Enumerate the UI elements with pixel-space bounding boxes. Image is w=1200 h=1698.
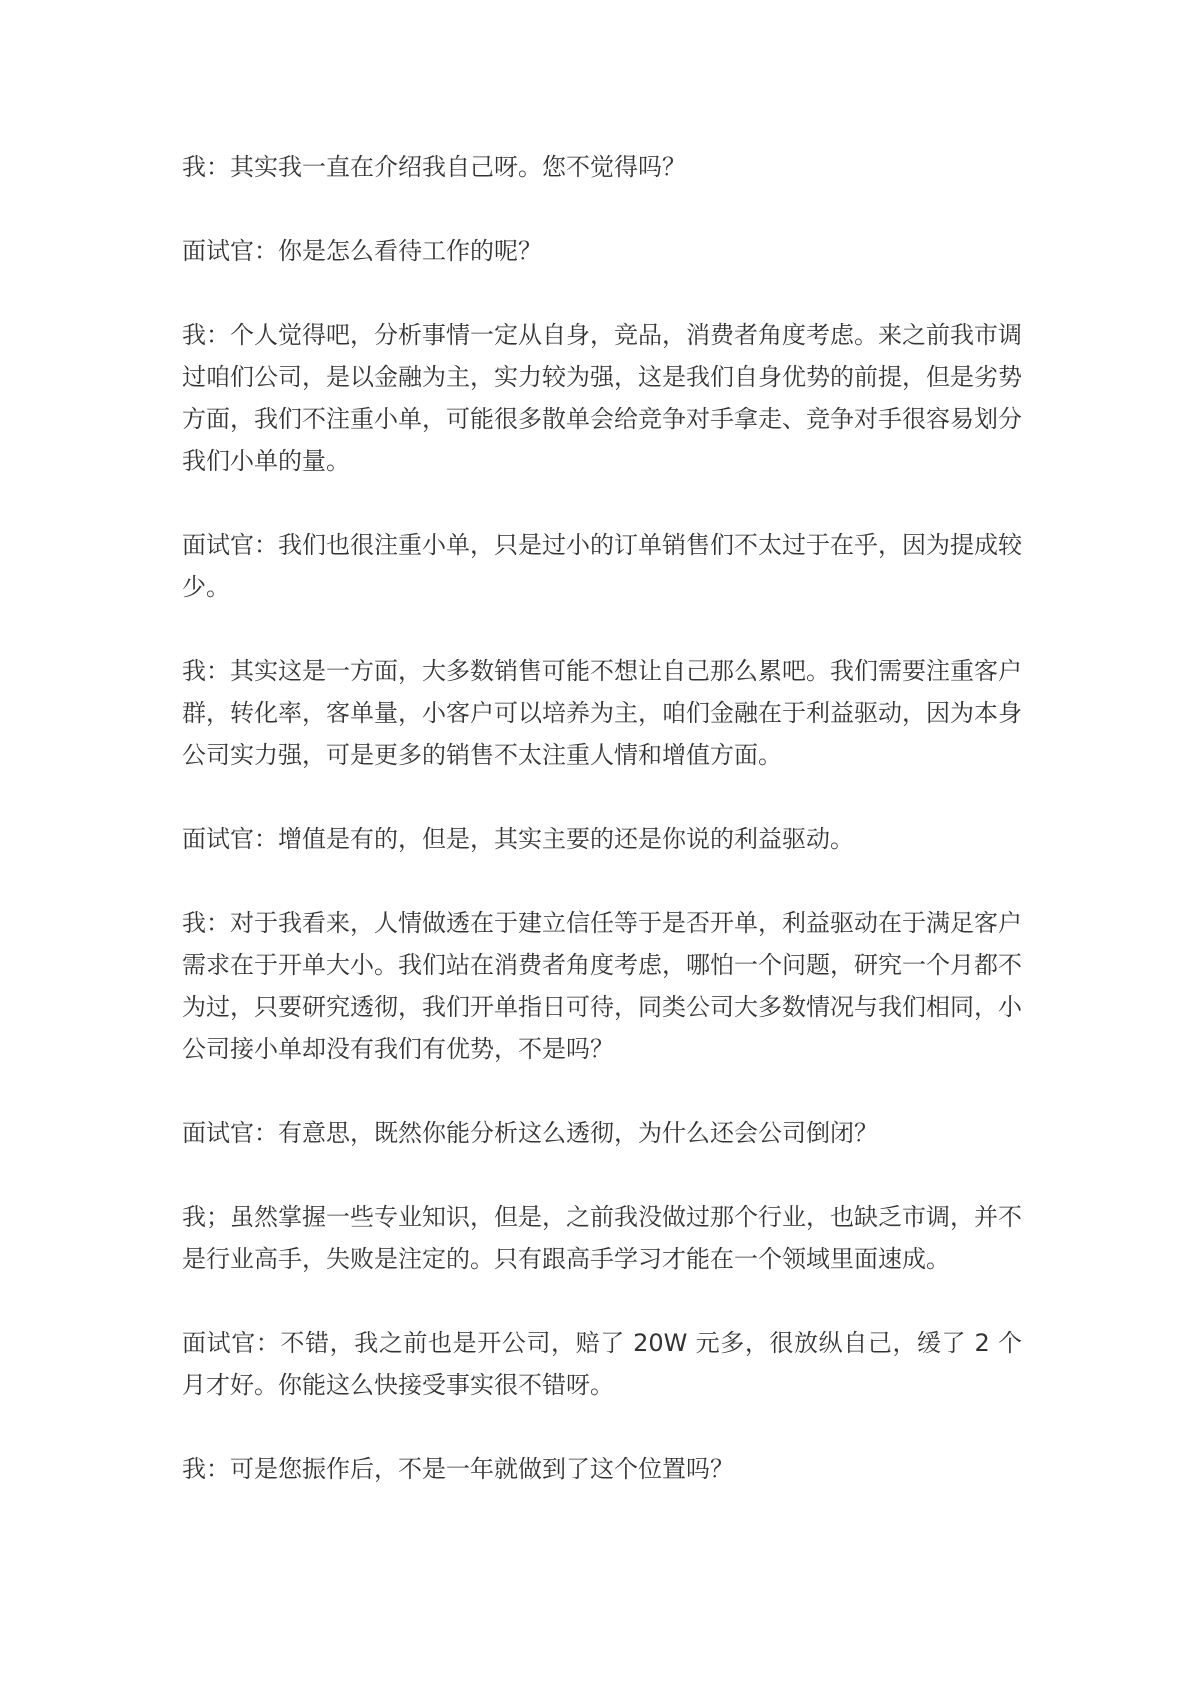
dialogue-body [182, 146, 1022, 1532]
dialogue-paragraph-7: 我：对于我看来，人情做透在于建立信任等于是否开单，利益驱动在于满足客户需求在于开单大小。我们站在消费者角度考虑，哪怕一个问题，研究一个月都不为过，只要研究透彻，我们开单指日可待，同类公司大多数情况与我们相同，小公司接小单却没有我们有优势，不是吗？ [182, 909, 1022, 1063]
dialogue-paragraph-4: 面试官：我们也很注重小单，只是过小的订单销售们不太过于在乎，因为提成较少。 [182, 531, 1022, 601]
dialogue-paragraph-9: 我；虽然掌握一些专业知识，但是，之前我没做过那个行业，也缺乏市调，并不是行业高手，失败是注定的。只有跟高手学习才能在一个领域里面速成。 [182, 1203, 1022, 1273]
dialogue-paragraph-8: 面试官：有意思，既然你能分析这么透彻，为什么还会公司倒闭？ [182, 1119, 878, 1147]
dialogue-paragraph-5: 我：其实这是一方面，大多数销售可能不想让自己那么累吧。我们需要注重客户群，转化率，客单量，小客户可以培养为主，咱们金融在于利益驱动，因为本身公司实力强，可是更多的销售不太注重人情和增值方面。 [182, 657, 1022, 769]
dialogue-paragraph-2: 面试官：你是怎么看待工作的呢？ [182, 237, 542, 265]
dialogue-paragraph-1: 我：其实我一直在介绍我自己呀。您不觉得吗？ [182, 153, 686, 181]
dialogue-paragraph-3: 我：个人觉得吧，分析事情一定从自身，竞品，消费者角度考虑。来之前我市调过咱们公司，是以金融为主，实力较为强，这是我们自身优势的前提，但是劣势方面，我们不注重小单，可能很多散单会给竞争对手拿走、竞争对手很容易划分我们小单的量。 [182, 321, 1022, 475]
dialogue-paragraph-11: 我：可是您振作后，不是一年就做到了这个位置吗？ [182, 1455, 734, 1483]
dialogue-paragraph-10: 面试官：不错，我之前也是开公司，赔了 20W 元多，很放纵自己，缓了 2 个月才好。你能这么快接受事实很不错呀。 [182, 1329, 1022, 1399]
dialogue-paragraph-6: 面试官：增值是有的，但是，其实主要的还是你说的利益驱动。 [182, 825, 854, 853]
